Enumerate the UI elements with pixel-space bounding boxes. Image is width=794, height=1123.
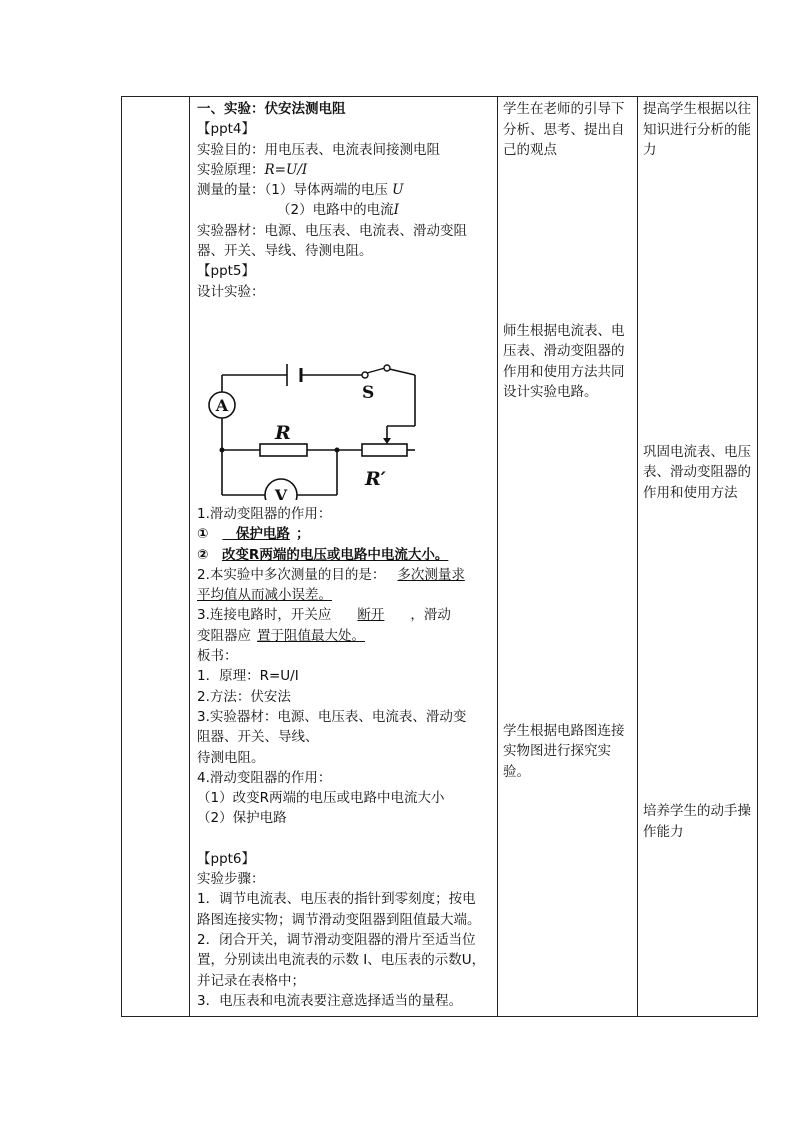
rheostat-label: R′ (365, 467, 386, 490)
step-1a: 1．调节电流表、电压表的指针到零刻度；按电 (197, 891, 476, 908)
step-2b: 置，分别读出电流表的示数 I、电压表的示数U， (197, 952, 486, 969)
ppt4-label: 【ppt4】 (197, 121, 256, 138)
equipment-line-1: 实验器材：电源、电压表、电流表、滑动变阻 (197, 222, 467, 239)
role-1-mark: ① (197, 526, 209, 543)
question-3-text-b: ，滑动 (410, 607, 451, 624)
board-title: 板书： (197, 648, 238, 665)
step-2c: 并记录在表格中； (197, 972, 305, 989)
question-3-text-a: 3.连接电路时，开关应 (197, 607, 332, 624)
student-activity-cell (498, 97, 638, 1017)
student-activity-2: 师生根据电流表、电压表、滑动变阻器的作用和使用方法共同设计实验电路。 (503, 322, 625, 400)
board-item-3c: 待测电阻。 (197, 749, 265, 766)
quantity-label: 测量的量：（1）导体两端的电压 (197, 182, 388, 199)
switch-symbol (362, 365, 390, 378)
step-3: 3．电压表和电流表要注意选择适当的量程。 (197, 992, 463, 1009)
ppt6-label: 【ppt6】 (197, 850, 256, 867)
voltmeter-label: V (274, 485, 288, 500)
board-item-3b: 阻器、开关、导线、 (197, 729, 319, 746)
principle-label: 实验原理： (197, 161, 265, 178)
ppt5-label: 【ppt5】 (197, 263, 256, 280)
question-2-answer-a: 多次测量求 (397, 566, 465, 583)
question-3-answer-1: 断开 (357, 607, 385, 624)
step-1b: 路图连接实物；调节滑动变阻器到阻值最大端。 (197, 911, 481, 928)
board-item-4: 4.滑动变阻器的作用： (197, 769, 332, 786)
board-item-1: 1．原理：R=U/I (197, 668, 299, 685)
ammeter-label: A (215, 395, 229, 415)
question-2-answer-b: 平均值从而减小误差。 (197, 587, 332, 604)
spacer (197, 829, 493, 849)
role-1-answer: 保护电路 (222, 526, 290, 543)
step-2a: 2．闭合开关，调节滑动变阻器的滑片至适当位 (197, 931, 476, 948)
role-2-line (197, 545, 493, 565)
quantity-line-1 (197, 180, 493, 200)
role-2-answer: 改变R两端的电压或电路中电流大小。 (221, 546, 449, 563)
steps-title: 实验步骤： (197, 871, 265, 888)
question-2-line-1 (197, 565, 493, 585)
role-1-line (197, 524, 493, 544)
question-3-text-c: 变阻器应 (197, 627, 251, 644)
board-item-4-2: （2）保护电路 (197, 810, 287, 827)
board-item-4-1: （1）改变R两端的电压或电路中电流大小 (197, 790, 445, 807)
purpose-text: 实验目的：用电压表、电流表间接测电阻 (197, 141, 440, 158)
quantity-u: U (392, 182, 404, 199)
ammeter-symbol (209, 392, 235, 418)
rheostat-symbol (362, 438, 407, 456)
question-3-line-2 (197, 626, 493, 646)
junction-left (220, 447, 225, 452)
student-activity-3: 学生根据电路图连接实物图进行探究实验。 (503, 722, 625, 780)
design-intent-2: 巩固电流表、电压表、滑动变阻器的作用和使用方法 (643, 443, 751, 501)
switch-label: S (362, 382, 375, 403)
question-2-line-2 (197, 585, 493, 605)
question-3-answer-2: 置于阻值最大处。 (257, 627, 365, 644)
role-2-mark: ② (197, 546, 209, 563)
equipment-line-2: 器、开关、导线、待测电阻。 (197, 243, 373, 260)
rheostat-role-title: 1.滑动变阻器的作用： (197, 505, 332, 522)
resistor-symbol (260, 444, 307, 456)
question-3-line-1 (197, 605, 493, 625)
lesson-content-cell (190, 97, 498, 1017)
design-intent-cell (638, 97, 758, 1017)
design-label: 设计实验： (197, 283, 265, 300)
role-1-end: ； (295, 526, 310, 543)
design-intent-1: 提高学生根据以往知识进行分析的能力 (643, 101, 751, 158)
quantity-line-2 (197, 200, 493, 220)
principle-formula: R=U/I (264, 161, 308, 178)
design-intent-3: 培养学生的动手操作能力 (643, 803, 751, 840)
lesson-table (121, 96, 758, 1017)
voltmeter-symbol (265, 479, 297, 500)
circuit-diagram (197, 350, 427, 500)
question-2-text: 2.本实验中多次测量的目的是： (197, 566, 386, 583)
resistor-label: R (275, 421, 291, 444)
principle-line (197, 160, 493, 180)
board-item-2: 2.方法：伏安法 (197, 688, 291, 705)
junction-right (335, 447, 340, 452)
board-item-3a: 3.实验器材：电源、电压表、电流表、滑动变 (197, 708, 467, 725)
quantity-2-label: （2）电路中的电流 (277, 202, 394, 219)
empty-column (122, 97, 190, 1017)
quantity-i: I (393, 202, 399, 219)
section-heading: 一、实验：伏安法测电阻 (197, 101, 346, 117)
student-activity-1: 学生在老师的引导下分析、思考、提出自己的观点 (503, 101, 625, 158)
